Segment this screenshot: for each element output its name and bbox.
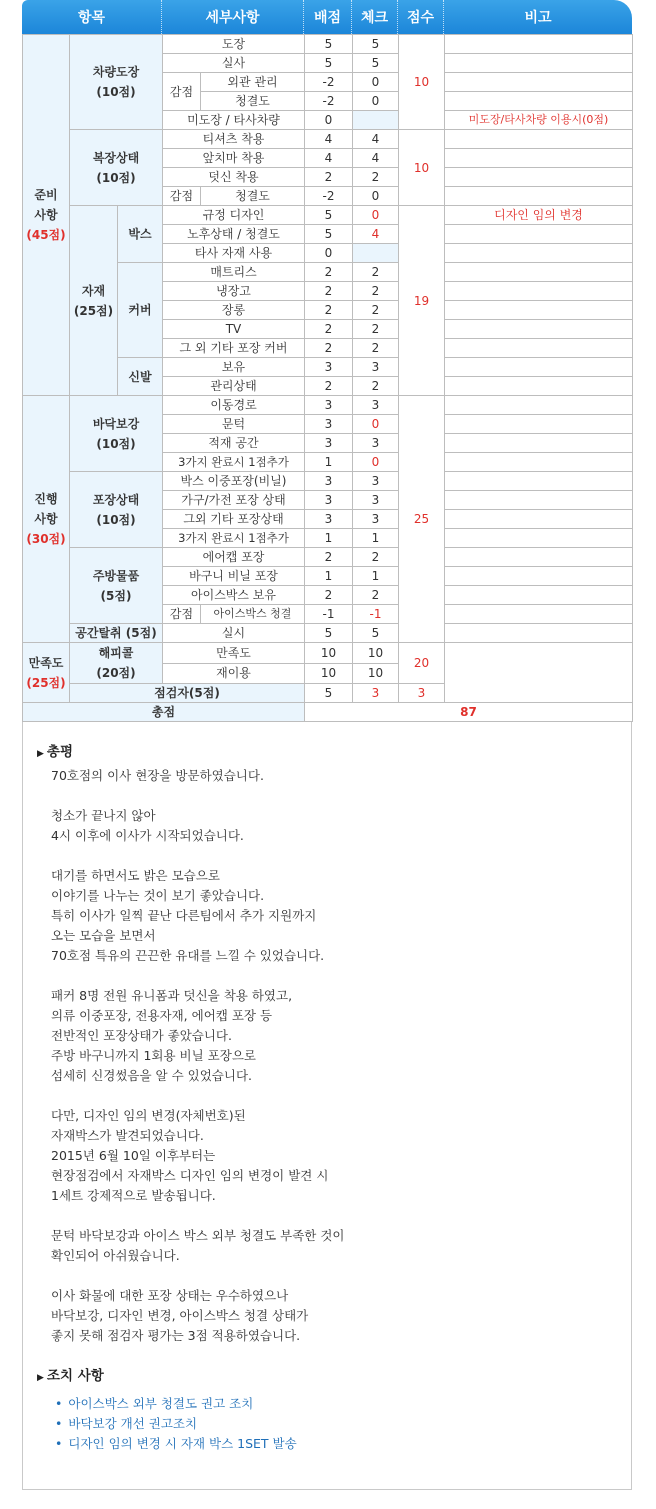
item-detail: 문턱 [163,415,305,434]
item-base: 5 [305,624,353,643]
subgroup-box: 박스 [118,206,163,263]
total-score: 87 [305,703,633,722]
item-check: 10 [353,643,399,664]
item-base: 5 [305,206,353,225]
item-note [445,35,633,54]
category-progress: 진행 사항 (30점) [23,396,70,643]
item-base: 2 [305,263,353,282]
item-detail: 티셔츠 착용 [163,130,305,149]
category-prep: 준비 사항 (45점) [23,35,70,396]
header-check: 체크 [352,0,398,34]
item-note [445,567,633,586]
item-detail: 박스 이중포장(비닐) [163,472,305,491]
item-base: 2 [305,282,353,301]
item-detail: 실사 [163,54,305,73]
summary-paragraph: 70호점의 이사 현장을 방문하였습니다. [51,768,264,783]
item-base: 2 [305,548,353,567]
header-score: 점수 [398,0,444,34]
actions-heading [37,1366,617,1388]
item-detail: 장롱 [163,301,305,320]
item-base: 10 [305,663,353,684]
item-note [445,73,633,92]
total-label: 총점 [23,703,305,722]
summary-paragraph: 패커 8명 전원 유니폼과 덧신을 착용 하였고, 의류 이중포장, 전용자재, 에어캡 포장 등 전반적인 포장상태가 좋았습니다. 주방 바구니까지 1회용 비닐 포장으로 섬세히 신경썼음을 알 수 있었습니다. [51,988,293,1083]
item-detail: 적재 공간 [163,434,305,453]
item-check: 0 [353,206,399,225]
item-note [445,396,633,415]
item-note [445,643,633,703]
item-detail: 규정 디자인 [163,206,305,225]
item-check: 4 [353,149,399,168]
summary-paragraph: 대기를 하면서도 밝은 모습으로 이야기를 나누는 것이 보기 좋았습니다. 특히 이사가 일찍 끝난 다른팀에서 추가 지원까지 오는 모습을 보면서 70호점 특유의 끈끈한 유대를 느낄 수 있었습니다. [51,868,325,963]
item-detail: 3가지 완료시 1점추가 [163,529,305,548]
item-detail: 도장 [163,35,305,54]
item-detail: 그외 기타 포장상태 [163,510,305,529]
item-detail: 아이스박스 청결 [201,605,305,624]
group-happycall: 해피콜 (20점) [70,643,163,684]
item-note [445,187,633,206]
item-base: 3 [305,415,353,434]
subgroup-cover: 커버 [118,263,163,358]
item-note: 디자인 임의 변경 [445,206,633,225]
item-note [445,168,633,187]
action-item: • 디자인 임의 변경 시 자재 박스 1SET 발송 [67,1434,617,1454]
item-check: 3 [353,396,399,415]
evaluation-report [22,0,632,1490]
item-note [445,415,633,434]
item-detail: 덧신 착용 [163,168,305,187]
summary-paragraph: 청소가 끝나지 않아 4시 이후에 이사가 시작되었습니다. [51,808,244,843]
item-note [445,586,633,605]
subgroup-shoes: 신발 [118,358,163,396]
group-score: 10 [399,35,445,130]
inspector-base: 5 [305,684,353,703]
item-note [445,54,633,73]
item-base: -1 [305,605,353,624]
item-detail: 그 외 기타 포장 커버 [163,339,305,358]
item-base: 1 [305,453,353,472]
table-header [22,0,632,34]
group-space: 공간탈취 (5점) [70,624,163,643]
item-check: 0 [353,415,399,434]
action-item: • 바닥보강 개선 권고조치 [67,1414,617,1434]
group-score: 20 [399,643,445,684]
item-base: 5 [305,35,353,54]
item-detail: 타사 자재 사용 [163,244,305,263]
table-row [23,472,633,491]
item-detail: 3가지 완료시 1점추가 [163,453,305,472]
item-detail: 아이스박스 보유 [163,586,305,605]
item-check: 3 [353,491,399,510]
score-table [22,34,633,722]
item-detail: 외관 관리 [201,73,305,92]
item-check: 3 [353,472,399,491]
item-base: -2 [305,92,353,111]
item-check: 5 [353,54,399,73]
item-note [445,282,633,301]
inspector-score: 3 [399,684,445,703]
item-detail: 이동경로 [163,396,305,415]
item-detail: 재이용 [163,663,305,684]
item-base: 3 [305,510,353,529]
action-item: • 아이스박스 외부 청결도 권고 조치 [67,1394,617,1414]
item-base: 5 [305,225,353,244]
group-outfit: 복장상태 (10점) [70,130,163,206]
item-base: 0 [305,111,353,130]
item-note [445,339,633,358]
item-check: 5 [353,624,399,643]
table-row [23,396,633,415]
item-check: 2 [353,168,399,187]
item-check [353,111,399,130]
inspector-label: 점검자(5점) [70,684,305,703]
group-score: 25 [399,396,445,643]
header-detail: 세부사항 [162,0,304,34]
group-vehicle: 차량도장 (10점) [70,35,163,130]
table-row-total [23,703,633,722]
item-base: 5 [305,54,353,73]
item-detail: 청결도 [201,187,305,206]
actions-section [37,1366,617,1454]
item-detail: 냉장고 [163,282,305,301]
item-check: 0 [353,73,399,92]
item-check [353,244,399,263]
item-base: 3 [305,396,353,415]
group-floor: 바닥보강 (10점) [70,396,163,472]
item-note [445,548,633,567]
item-note [445,244,633,263]
actions-title: 조치 사항 [46,1368,104,1384]
item-check: 3 [353,358,399,377]
item-check: 0 [353,92,399,111]
item-base: 2 [305,377,353,396]
item-note [445,491,633,510]
item-note [445,92,633,111]
actions-list [37,1394,617,1454]
item-check: 4 [353,225,399,244]
item-check: 2 [353,320,399,339]
item-detail: 앞치마 착용 [163,149,305,168]
item-detail: 미도장 / 타사차량 [163,111,305,130]
item-base: 0 [305,244,353,263]
summary-paragraph: 문턱 바닥보강과 아이스 박스 외부 청결도 부족한 것이 확인되어 아쉬웠습니다. [51,1228,345,1263]
item-base: 10 [305,643,353,664]
item-detail: 보유 [163,358,305,377]
item-detail: 매트리스 [163,263,305,282]
item-detail: 만족도 [163,643,305,664]
item-check: 0 [353,187,399,206]
item-detail: 에어캡 포장 [163,548,305,567]
deduct-label: 감점 [163,187,201,206]
item-detail: 노후상태 / 청결도 [163,225,305,244]
item-check: 2 [353,282,399,301]
header-note: 비고 [524,10,552,26]
item-check: 2 [353,377,399,396]
group-score: 19 [399,206,445,396]
group-material: 자재 (25점) [70,206,118,396]
item-check: 4 [353,130,399,149]
item-base: 3 [305,434,353,453]
item-check: 2 [353,586,399,605]
item-note [445,358,633,377]
table-row [23,206,633,225]
item-note [445,434,633,453]
table-row [23,624,633,643]
inspector-check: 3 [353,684,399,703]
item-detail: 관리상태 [163,377,305,396]
item-base: 2 [305,168,353,187]
summary-paragraph: 다만, 디자인 임의 변경(자체번호)된 자재박스가 발견되었습니다. 2015년 6월 10일 이후부터는 현장점검에서 자재박스 디자인 임의 변경이 발견 시 1세트 강제적으로 발송됩니다. [51,1108,329,1203]
item-note [445,377,633,396]
item-note [445,320,633,339]
item-note [445,263,633,282]
item-base: -2 [305,73,353,92]
item-base: 3 [305,491,353,510]
item-detail: 바구니 비닐 포장 [163,567,305,586]
item-detail: 실시 [163,624,305,643]
item-base: 1 [305,567,353,586]
item-base: 4 [305,149,353,168]
item-note [445,130,633,149]
group-score: 10 [399,130,445,206]
table-row [23,35,633,54]
item-check: 2 [353,263,399,282]
table-row [23,130,633,149]
item-check: 1 [353,529,399,548]
item-note [445,472,633,491]
item-check: -1 [353,605,399,624]
deduct-label: 감점 [163,73,201,111]
item-check: 10 [353,663,399,684]
item-check: 2 [353,548,399,567]
table-row [23,643,633,664]
triangle-icon: ▶ [37,1373,44,1383]
summary-paragraph: 이사 화물에 대한 포장 상태는 우수하였으나 바닥보강, 디자인 변경, 아이스박스 청결 상태가 좋지 못해 점검자 평가는 3점 적용하였습니다. [51,1288,309,1343]
item-note [445,225,633,244]
deduct-label: 감점 [163,605,201,624]
item-check: 2 [353,339,399,358]
item-note: 미도장/타사차량 이용시(0점) [445,111,633,130]
item-note [445,149,633,168]
item-note [445,624,633,643]
group-kitchen: 주방물품 (5점) [70,548,163,624]
item-base: 3 [305,358,353,377]
table-row [23,548,633,567]
item-base: 2 [305,320,353,339]
group-packing: 포장상태 (10점) [70,472,163,548]
item-base: 2 [305,586,353,605]
item-detail: 가구/가전 포장 상태 [163,491,305,510]
triangle-icon: ▶ [37,749,44,759]
item-note [445,453,633,472]
item-detail: 청결도 [201,92,305,111]
item-note [445,510,633,529]
item-base: 2 [305,301,353,320]
item-check: 0 [353,453,399,472]
item-check: 3 [353,510,399,529]
item-note [445,529,633,548]
header-base: 배점 [304,0,352,34]
item-detail: TV [163,320,305,339]
item-note [445,605,633,624]
item-check: 3 [353,434,399,453]
category-satisfaction: 만족도 (25점) [23,643,70,703]
item-base: -2 [305,187,353,206]
summary-section [22,722,632,1490]
summary-title: 총평 [46,744,74,760]
item-base: 4 [305,130,353,149]
item-note [445,301,633,320]
item-check: 5 [353,35,399,54]
item-base: 1 [305,529,353,548]
item-check: 1 [353,567,399,586]
item-check: 2 [353,301,399,320]
item-base: 3 [305,472,353,491]
header-category: 항목 [22,0,162,34]
item-base: 2 [305,339,353,358]
summary-heading [37,742,617,764]
